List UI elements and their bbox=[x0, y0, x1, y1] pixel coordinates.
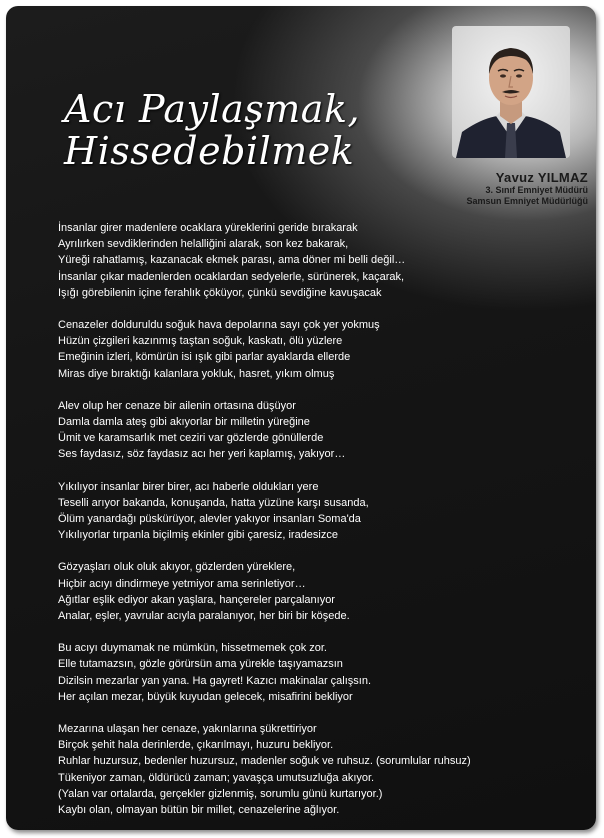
poem-line: Miras diye bıraktığı kalanlara yokluk, hasret, yıkım olmuş bbox=[58, 367, 335, 380]
title-line-1: Acı Paylaşmak, bbox=[64, 87, 361, 131]
poem-line: Işığı görebilenin içine ferahlık çöküyor, çünkü sevdiğine kavuşacak bbox=[58, 286, 382, 299]
poem-line: (Yalan var ortalarda, gerçekler gizlenmiş, sorumlu günü kurtarıyor.) bbox=[58, 787, 383, 800]
poem-line: Kaybı olan, olmayan bütün bir millet, cenazelerine ağlıyor. bbox=[58, 804, 340, 817]
poem-line: Her açılan mezar, büyük kuyudan gelecek, misafirini bekliyor bbox=[58, 690, 353, 703]
poem-line: Birçok şehit hala derinlerde, çıkarılmayı, huzuru bekliyor. bbox=[58, 739, 334, 752]
poem-line: Ağıtlar eşlik ediyor akan yaşlara, hançereler parçalanıyor bbox=[58, 593, 335, 606]
poem-line: Teselli arıyor bakanda, konuşanda, hatta yüzüne karşı susanda, bbox=[58, 496, 369, 509]
poem-line: Ayrılırken sevdiklerinden helalliğini alarak, son kez bakarak, bbox=[58, 238, 349, 251]
title-line-2: Hissedebilmek bbox=[64, 129, 355, 173]
poem-line: Yıkılıyor insanlar birer birer, acı haberle oldukları yere bbox=[58, 480, 319, 493]
poem-line: Cenazeler dolduruldu soğuk hava depolarına sayı çok yer yokmuş bbox=[58, 319, 380, 332]
poem-line: Yıkılıyorlar tırpanla biçilmiş ekinler gibi çaresiz, iradesizce bbox=[58, 529, 338, 542]
poem-line: Dizilsin mezarlar yan yana. Ha gayret! Kazıcı makinalar çalışsın. bbox=[58, 674, 372, 687]
poem-line: Mezarına ulaşan her cenaze, yakınlarına şükrettiriyor bbox=[58, 723, 317, 736]
author-name: Yavuz YILMAZ bbox=[495, 170, 588, 185]
stanza bbox=[58, 479, 578, 544]
stanza bbox=[58, 640, 578, 705]
poem-title bbox=[64, 88, 360, 172]
stanza bbox=[58, 559, 578, 624]
author-photo bbox=[452, 26, 570, 158]
stanza bbox=[58, 317, 578, 382]
poem-line: Hüzün çizgileri kazınmış taştan soğuk, kaskatı, ölü yüzlere bbox=[58, 335, 343, 348]
poem-line: Ruhlar huzursuz, bedenler huzursuz, madenler soğuk ve ruhsuz. (sorumlular ruhsuz) bbox=[58, 755, 471, 768]
poem-line: Alev olup her cenaze bir ailenin ortasına düşüyor bbox=[58, 399, 296, 412]
poem-line: Analar, eşler, yavrular acıyla paralanıyor, her biri bir köşede. bbox=[58, 610, 350, 623]
stanza bbox=[58, 220, 578, 301]
stanza bbox=[58, 398, 578, 463]
author-portrait-image bbox=[452, 26, 570, 158]
poem-line: Yüreği rahatlamış, kazanacak ekmek parası, ama döner mi belli değil… bbox=[58, 254, 406, 267]
author-block bbox=[426, 170, 588, 207]
poem-line: Bu acıyı duymamak ne mümkün, hissetmemek çok zor. bbox=[58, 642, 327, 655]
poem-line: Ölüm yanardağı püskürüyor, alevler yakıyor insanları Soma'da bbox=[58, 513, 361, 526]
author-office: Samsun Emniyet Müdürlüğü bbox=[466, 196, 588, 206]
poem-card bbox=[6, 6, 596, 830]
poem-line: İnsanlar çıkar madenlerden ocaklardan sedyelerle, sürünerek, kaçarak, bbox=[58, 270, 405, 283]
poem-line: Gözyaşları oluk oluk akıyor, gözlerden yüreklere, bbox=[58, 561, 296, 574]
poem-line: Damla damla ateş gibi akıyorlar bir milletin yüreğine bbox=[58, 416, 310, 429]
stanza bbox=[58, 721, 578, 818]
poem-line: Hiçbir acıyı dindirmeye yetmiyor ama serinletiyor… bbox=[58, 577, 306, 590]
poem-line: Emeğinin izleri, kömürün isi ışık gibi parlar ayaklarda ellerde bbox=[58, 351, 351, 364]
poem-body bbox=[58, 220, 578, 830]
poem-line: Elle tutamazsın, gözle görürsün ama yürekle taşıyamazsın bbox=[58, 658, 343, 671]
poem-line: Ümit ve karamsarlık met ceziri var gözlerde gönüllerde bbox=[58, 432, 324, 445]
author-rank: 3. Sınıf Emniyet Müdürü bbox=[485, 185, 588, 195]
poem-line: Tükeniyor zaman, öldürücü zaman; yavaşça umutsuzluğa akıyor. bbox=[58, 771, 375, 784]
poem-line: İnsanlar girer madenlere ocaklara yüreklerini geride bırakarak bbox=[58, 222, 358, 234]
poem-line: Ses faydasız, söz faydasız acı her yeri kaplamış, yakıyor… bbox=[58, 448, 346, 461]
